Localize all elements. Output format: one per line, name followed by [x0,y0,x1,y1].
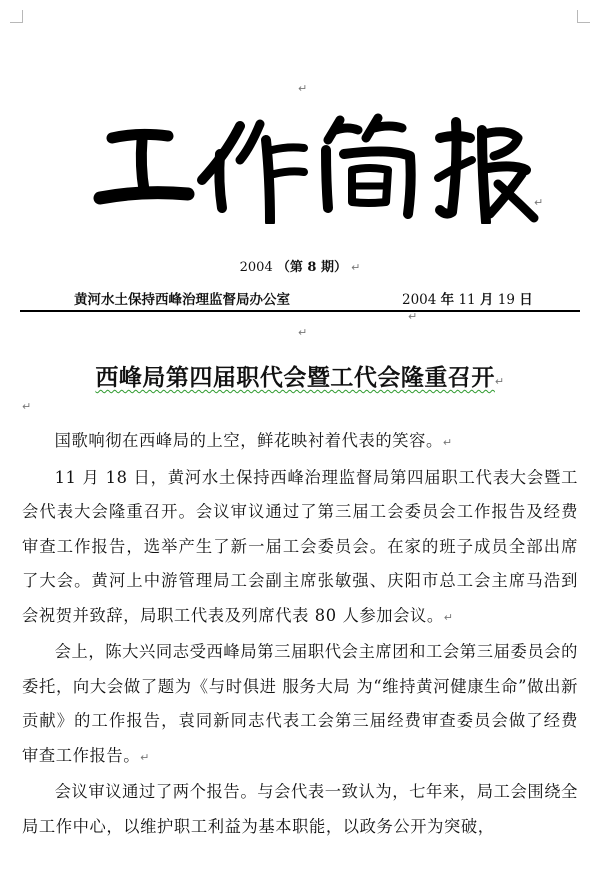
body-paragraph: 会议审议通过了两个报告。与会代表一致认为，七年来，局工会围绕全局工作中心，以维护职工利益为基本职能，以政务公开为突破， [22,782,578,836]
paragraph-mark: ↵ [298,82,308,95]
page-corner-mark [577,10,590,23]
page-corner-mark [10,10,23,23]
issue-number: （第 8 期） [276,260,347,275]
masthead-title [90,104,540,224]
paragraph-mark: ↵ [443,610,454,624]
body-paragraph: 国歌响彻在西峰局的上空，鲜花映衬着代表的笑容。↵ [54,431,453,450]
article-body [22,424,578,844]
paragraph-mark: ↵ [442,436,453,449]
issue-line [0,256,600,275]
paragraph-mark: ↵ [351,261,361,274]
masthead-char-zuo [202,124,304,222]
paragraph-mark: ↵ [408,310,418,323]
issue-date: 2004 年 11 月 19 日 ↵ [402,292,533,323]
article-title: 西峰局第四届职代会暨工代会隆重召开↵ [95,364,505,391]
paragraph-mark: ↵ [494,375,505,388]
header-divider [20,310,580,312]
body-paragraph: 11 月 18 日，黄河水土保持西峰治理监督局第四届职工代表大会暨工会代表大会隆重召开。会议审议通过了第三届工会委员会工作报告及经费审查工作报告，选举产生了新一届工会委员会。在家的班子成员全部出席了大会。黄河上中游管理局工会副主席张敏强、庆阳市总工会主席马浩到会祝贺并致辞，局职工代表及列席代表 80 人参加会议。↵ [22,467,578,625]
body-paragraph: 会上，陈大兴同志受西峰局第三届职代会主席团和工会第三届委员会的委托，向大会做了题为《与时俱进 服务大局 为“维持黄河健康生命”做出新贡献》的工作报告，袁同新同志代表工会第三届经费审查委员会做了经费审查工作报告。↵ [22,642,578,765]
masthead-char-jian [326,118,411,214]
issue-year: 2004 [239,260,273,275]
paragraph-mark: ↵ [534,196,544,209]
paragraph-mark: ↵ [140,750,150,764]
paragraph-mark: ↵ [22,400,32,413]
paragraph-mark: ↵ [298,326,308,339]
issuing-office: 黄河水土保持西峰治理监督局办公室 [74,292,290,308]
masthead-char-bao [438,122,534,222]
masthead-char-gong [100,134,188,198]
